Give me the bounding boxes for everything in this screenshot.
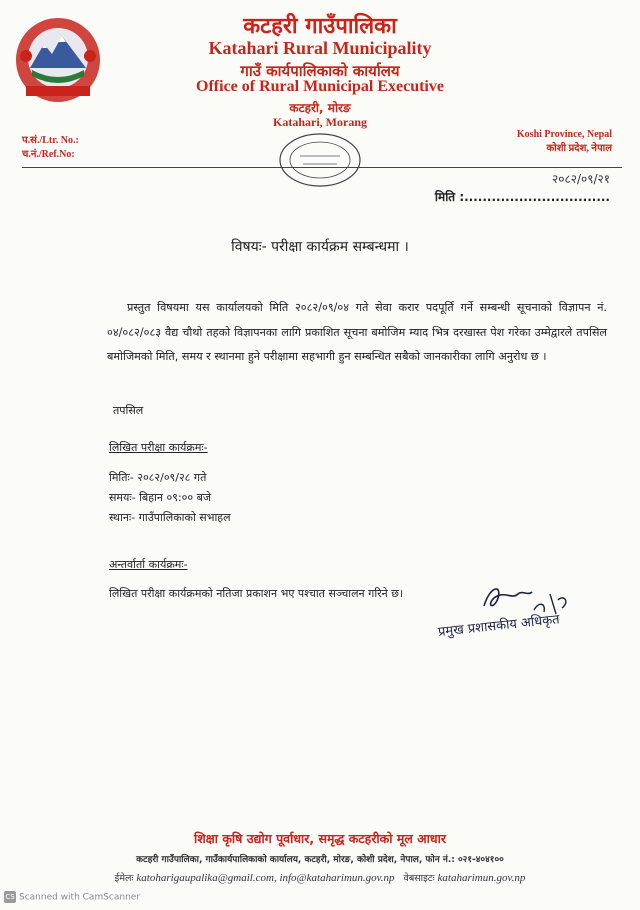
footer-contact [0,871,640,884]
letter-number-label: प.सं./Ltr. No.: [22,135,79,146]
scanner-watermark [4,891,140,903]
written-exam-heading: लिखित परीक्षा कार्यक्रमः- [109,441,208,454]
tapsil-label: तपसिल [113,404,144,417]
location-en: Katahari, Morang [273,115,367,129]
office-name-en: Office of Rural Municipal Executive [196,78,444,95]
reference-number-label: च.नं./Ref.No: [22,149,75,160]
date-value: २०८२/०९/२१ [551,172,610,186]
province-en: Koshi Province, Nepal [516,129,612,140]
body-paragraph-text: प्रस्तुत विषयमा यस कार्यालयको मिति २०८२/०९/०४ गते सेवा करार पदपूर्ति गर्ने सम्बन्धी सूचनाको विज्ञापन नं. ०४/०८२/०८३ वैद्य चौथो तहको विज्ञापनका लागि प्रकाशित सूचना बमोजिम म्याद भित्र दरखास्त पेश गरेका उम्मेद्वारले तपसिल बमोजिमको मिति, समय र स्थानमा हुने परीक्षामा सहभागी हुन सम्बन्धित सबैको जानकारीका लागि अनुरोध छ । [107,301,607,363]
camscanner-icon: CS [5,893,15,901]
website-link[interactable]: kataharimun.gov.np [437,872,526,884]
reference-labels [22,134,79,162]
written-exam-place: स्थानः- गाउँपालिकाको सभाहल [109,511,231,524]
municipality-name-np: कटहरी गाउँपालिका [243,14,397,39]
province-block [517,128,612,156]
body-paragraph [107,296,607,370]
official-stamp [265,120,375,192]
interview-text: लिखित परीक्षा कार्यक्रमको नतिजा प्रकाशन भए पश्चात सञ्चालन गरिने छ। [109,587,404,600]
email-label: ईमेलः [114,873,134,884]
date-label: मिति :................................ [434,190,610,204]
municipality-name-en: Katahari Rural Municipality [208,38,432,58]
website-label: वेबसाइटः [403,873,435,884]
email-link[interactable]: katoharigaupalika@gmail.com, info@kataharimun.gov.np [136,872,395,884]
province-np: कोशी प्रदेश, नेपाल [546,143,612,154]
written-exam-date: मितिः- २०८२/०९/२८ गते [109,471,207,484]
subject-line: विषयः- परीक्षा कार्यक्रम सम्बन्धमा । [231,239,409,255]
office-name-np: गाउँ कार्यपालिकाको कार्यालय [240,62,400,80]
scanner-text: Scanned with CamScanner [19,892,141,903]
interview-heading: अन्तर्वार्ता कार्यक्रमः- [109,558,188,571]
written-exam-time: समयः- बिहान ०९:०० बजे [109,491,212,504]
header-divider [22,167,622,168]
location-np: कटहरी, मोरङ [289,101,351,115]
footer-address: कटहरी गाउँपालिका, गाउँकार्यपालिकाको कार्यालय, कटहरी, मोरङ, कोशी प्रदेश, नेपाल, फोन नं.: ०२१-४०४१०० [136,855,504,865]
footer-slogan: शिक्षा कृषि उद्योग पूर्वाधार, समृद्ध कटहरीको मूल आधार [194,831,446,846]
signatory-designation: प्रमुख प्रशासकीय अधिकृत [437,612,561,640]
